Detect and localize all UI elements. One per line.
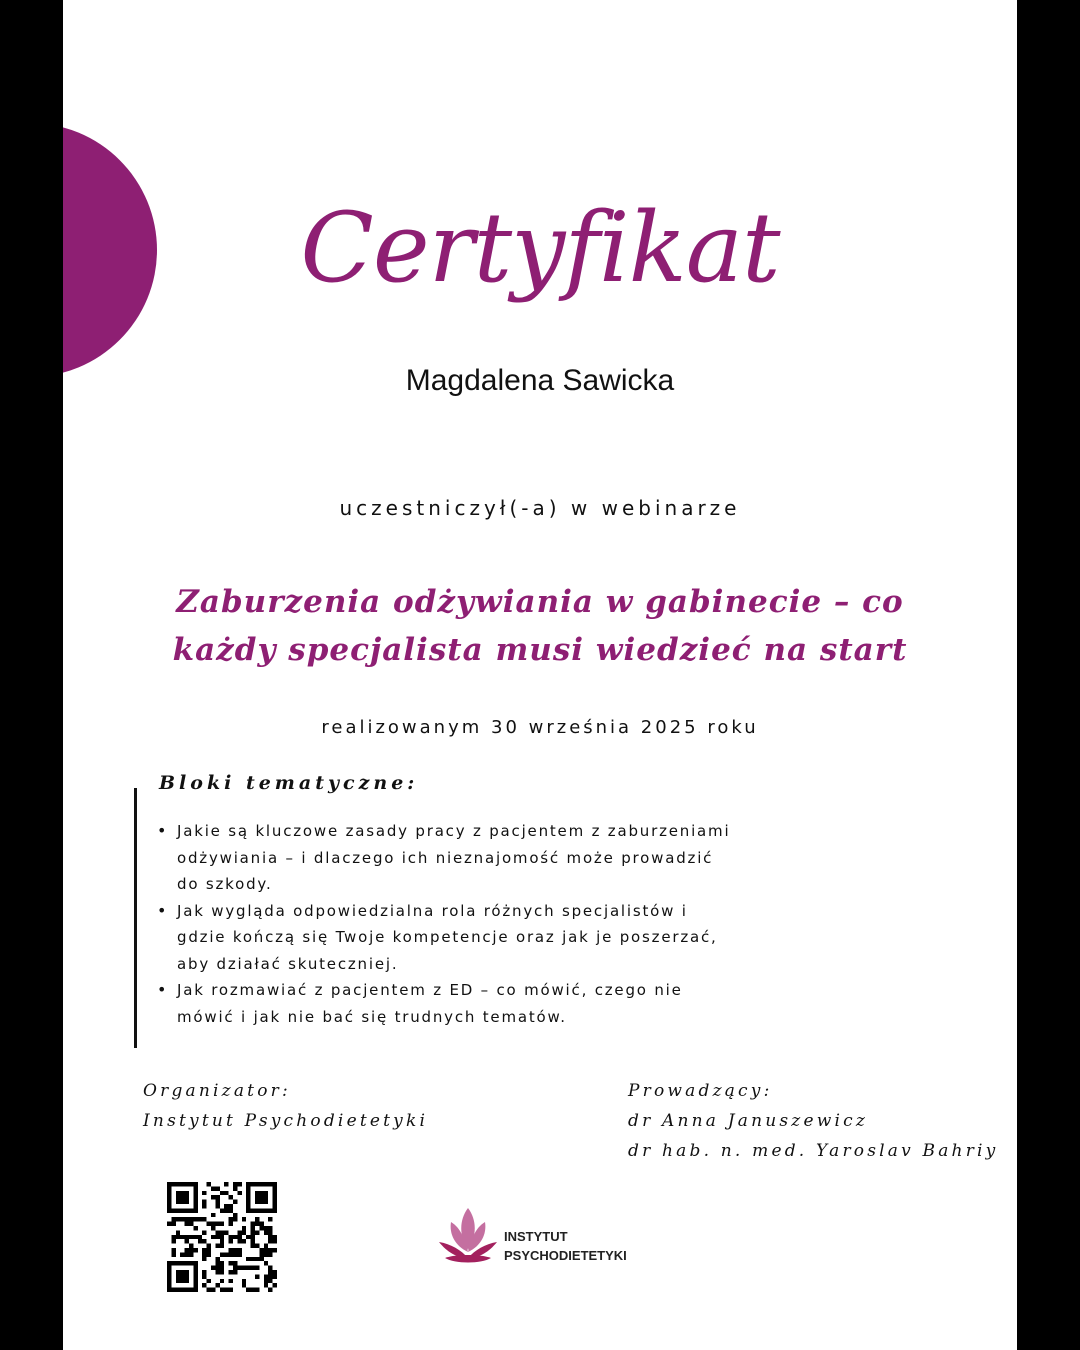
topic-list <box>155 818 805 1030</box>
list-item-line: do szkody. <box>177 875 273 893</box>
leaders-section <box>628 1076 998 1166</box>
webinar-title <box>123 578 957 674</box>
list-item-line: • Jakie są kluczowe zasady pracy z pacjentem z zaburzeniami <box>177 822 731 840</box>
organizer-name: Instytut Psychodietetyki <box>143 1111 429 1131</box>
organizer-section <box>143 1076 428 1136</box>
list-item-line: gdzie kończą się Twoje kompetencje oraz jak je poszerzać, <box>177 928 718 946</box>
leader-name: dr hab. n. med. Yaroslav Bahriy <box>628 1141 999 1161</box>
logo-line: PSYCHODIETETYKI <box>504 1248 627 1263</box>
list-item <box>155 977 805 1030</box>
certificate-title: Certyfikat <box>300 192 780 304</box>
vertical-divider <box>134 788 137 1048</box>
list-item-line: aby działać skuteczniej. <box>177 954 399 973</box>
leader-name: dr Anna Januszewicz <box>628 1111 868 1131</box>
leaders-label: Prowadzący: <box>628 1081 773 1101</box>
webinar-title-line: Zaburzenia odżywiania w gabinecie – co <box>176 584 904 620</box>
blocks-heading: Bloki tematyczne: <box>159 772 419 794</box>
list-item-line: odżywiania – i dlaczego ich nieznajomość może prowadzić <box>177 848 714 867</box>
lotus-icon <box>437 1206 499 1268</box>
list-item-line: • Jak wygląda odpowiedzialna rola różnych specjalistów i <box>177 901 688 920</box>
organizer-label: Organizator: <box>143 1081 291 1101</box>
webinar-date: realizowanym 30 września 2025 roku <box>321 717 759 738</box>
certificate-page <box>63 0 1017 1350</box>
webinar-title-line: każdy specjalista musi wiedzieć na start <box>172 632 908 668</box>
participation-text: uczestniczył(-a) w webinarze <box>339 496 741 520</box>
list-item-line: mówić i jak nie bać się trudnych tematów. <box>177 1007 567 1026</box>
recipient-name: Magdalena Sawicka <box>405 364 675 397</box>
list-item <box>155 818 805 898</box>
logo-line: INSTYTUT <box>504 1229 568 1244</box>
list-item-line: • Jak rozmawiać z pacjentem z ED – co mówić, czego nie <box>177 981 683 999</box>
logo-text <box>504 1227 627 1265</box>
list-item <box>155 898 805 978</box>
qr-code-icon <box>167 1182 277 1292</box>
